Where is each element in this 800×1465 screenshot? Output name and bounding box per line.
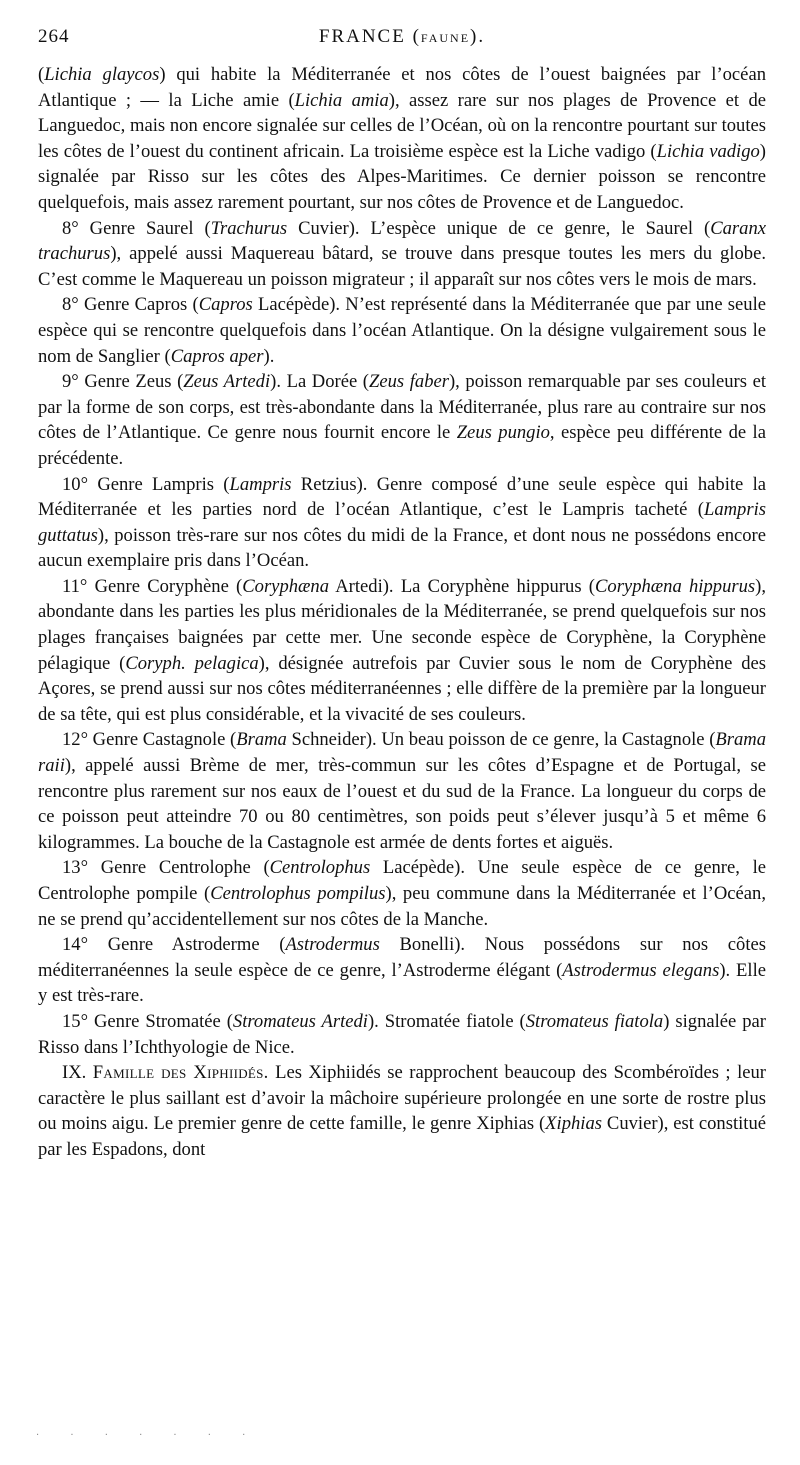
- page-number: 264: [38, 26, 70, 47]
- text-run: (: [38, 64, 45, 85]
- paragraph: [38, 369, 766, 471]
- text-run: ) signalée par Risso dans l’Ichthyologie de Nice.: [38, 1010, 766, 1058]
- text-run: 15° Genre Stromatée (: [62, 1010, 233, 1032]
- text-run: ). Stromatée fiatole (: [367, 1010, 526, 1032]
- text-run: , espèce peu différente de la précédente.: [38, 422, 766, 469]
- text-run: 13° Genre Centrolophe (: [62, 857, 270, 879]
- running-head-small: FAUNE: [420, 31, 471, 45]
- text-run: Lacépède). N’est représenté dans la Méditerranée que par une seule espèce qui se rencontre quelquefois dans l’océan Atlantique. On la désigne vulgairement sous le nom de Sanglier (: [38, 294, 767, 367]
- italic-taxon-name: Stromateus Artedi: [232, 1010, 368, 1032]
- italic-taxon-name: Capros: [198, 294, 253, 316]
- text-run: 10° Genre Lampris (: [62, 473, 230, 495]
- text-run: 14° Genre Astroderme (: [62, 934, 286, 956]
- section-heading: Famille des Xiphiidés.: [92, 1062, 269, 1084]
- italic-taxon-name: Trachurus: [210, 217, 288, 239]
- text-run: 12° Genre Castagnole (: [62, 729, 237, 751]
- italic-taxon-name: Coryphæna: [242, 575, 330, 597]
- italic-taxon-name: Centrolophus: [269, 857, 371, 879]
- text-run: ) signalée par Risso sur les côtes des Alpes-Maritimes. Ce dernier poisson se rencontre quelquefois, mais assez rarement pourtant, sur nos côtes de Provence et de Languedoc.: [38, 140, 766, 213]
- page-header: [38, 26, 766, 56]
- running-head-end: ).: [470, 26, 486, 47]
- text-run: Les Xiphiidés se rapprochent beaucoup des Scombéroïdes ; leur caractère le plus saillant est d’avoir la mâchoire supérieure prolongée en une sorte de rostre plus ou moins aigu. Le premier genre de cette famille, le genre Xiphias (: [38, 1062, 767, 1135]
- text-run: ), appelé aussi Brème de mer, très-commun sur les côtes d’Espagne et de Portugal, se rencontre plus rarement sur nos eaux de l’ouest et du sud de la France. La longueur du corps de ce poisson peut atteindre 70 ou 80 centimètres, son poids peut s’élever jusqu’à 5 et même 6 kilogrammes. La bouche de la Castagnole est armée de dents fortes et aiguës.: [38, 755, 766, 853]
- italic-taxon-name: Caranx trachurus: [38, 217, 766, 265]
- paragraph: [38, 292, 766, 369]
- paragraph: [38, 932, 766, 1009]
- text-run: Artedi). La Coryphène hippurus (: [329, 575, 595, 597]
- text-run: Bonelli). Nous possédons sur nos côtes méditerranéennes la seule espèce de ce genre, l’Astroderme élégant (: [38, 934, 766, 981]
- italic-taxon-name: Capros aper: [170, 345, 264, 367]
- italic-taxon-name: Zeus Artedi: [183, 371, 271, 393]
- text-run: ). Elle y est très-rare.: [38, 959, 766, 1007]
- italic-taxon-name: Zeus pungio: [456, 422, 550, 444]
- italic-taxon-name: Brama: [236, 729, 287, 751]
- text-run: ), appelé aussi Maquereau bâtard, se trouve dans presque toutes les mers du globe. C’est comme le Maquereau un poisson migrateur ; il apparaît sur nos côtes vers le mois de mars.: [38, 243, 766, 290]
- text-run: ), assez rare sur nos plages de Provence et de Languedoc, mais non encore signalée sur celles de l’Océan, où on la rencontre pourtant sur toutes les côtes de l’ouest du continent africain. La troisième espèce est la Liche vadigo (: [38, 89, 767, 162]
- paragraph: [38, 855, 766, 932]
- italic-taxon-name: Brama raii: [38, 729, 767, 777]
- paragraph: [38, 216, 766, 293]
- text-run: Schneider). Un beau poisson de ce genre, la Castagnole (: [286, 729, 716, 751]
- text-run: ) qui habite la Méditerranée et nos côtes de l’ouest baignées par l’océan Atlantique ; — la Liche amie (: [38, 64, 766, 111]
- text-run: Lacépède). Une seule espèce de ce genre, le Centrolophe pompile (: [38, 857, 766, 904]
- paragraph: [38, 574, 766, 728]
- text-run: ).: [263, 345, 275, 367]
- italic-taxon-name: Coryph. pelagica: [125, 652, 259, 674]
- running-head-main: FRANCE (: [318, 26, 421, 47]
- text-run: ), poisson très-rare sur nos côtes du midi de la France, et dont nous ne possédons encore aucun exemplaire pris dans l’Océan.: [38, 524, 766, 572]
- text-run: ), désignée autrefois par Cuvier sous le nom de Coryphène des Açores, se prend aussi sur nos côtes méditerranéennes ; elle diffère de la première par la longueur de sa tête, qui est plus considérable, et la vivacité de ses couleurs.: [38, 652, 767, 725]
- text-run: IX.: [62, 1062, 93, 1084]
- italic-taxon-name: Xiphias: [545, 1113, 602, 1135]
- italic-taxon-name: Zeus faber: [369, 371, 449, 393]
- italic-taxon-name: Astrodermus elegans: [562, 959, 720, 981]
- italic-taxon-name: Lichia vadigo: [656, 140, 760, 162]
- text-run: ). La Dorée (: [270, 371, 370, 393]
- paragraph: [38, 727, 766, 855]
- italic-taxon-name: Stromateus fiatola: [525, 1010, 664, 1032]
- scan-artifact-marks: · · · · · · ·: [36, 1430, 260, 1441]
- italic-taxon-name: Astrodermus: [285, 934, 380, 956]
- paragraph: [38, 472, 766, 574]
- italic-taxon-name: Coryphæna hippurus: [595, 575, 756, 597]
- italic-taxon-name: Lichia glaycos: [44, 64, 160, 85]
- paragraph: [38, 1060, 766, 1162]
- text-run: Cuvier). L’espèce unique de ce genre, le Saurel (: [287, 217, 711, 239]
- text-run: 9° Genre Zeus (: [62, 371, 184, 393]
- text-run: ), poisson remarquable par ses couleurs et par la forme de son corps, est très-abondante dans la Méditerranée, plus rare au contraire sur nos côtes de l’Atlantique. Ce genre nous fournit encore le: [38, 371, 767, 444]
- running-head: [38, 26, 766, 48]
- paragraph: [38, 62, 766, 216]
- text-run: 8° Genre Saurel (: [62, 217, 211, 239]
- italic-taxon-name: Lichia amia: [294, 89, 389, 111]
- text-run: 8° Genre Capros (: [62, 294, 199, 316]
- text-run: ), peu commune dans la Méditerranée et l’Océan, ne se prend qu’accidentellement sur nos côtes de la Manche.: [38, 883, 766, 930]
- body-text: [38, 62, 766, 1163]
- text-run: ), abondante dans les parties les plus méridionales de la Méditerranée, se prend quelquefois sur nos plages françaises baignées par cette mer. Une seconde espèce de Coryphène, la Coryphène pélagique (: [38, 575, 766, 674]
- text-run: Retzius). Genre composé d’une seule espèce qui habite la Méditerranée et les parties nord de l’océan Atlantique, c’est le Lampris tacheté (: [38, 473, 766, 521]
- italic-taxon-name: Centrolophus pompilus: [210, 883, 386, 904]
- text-run: 11° Genre Coryphène (: [62, 575, 243, 597]
- text-run: Cuvier), est constitué par les Espadons, dont: [38, 1113, 766, 1160]
- paragraph: [38, 1009, 766, 1060]
- italic-taxon-name: Lampris guttatus: [38, 499, 766, 546]
- italic-taxon-name: Lampris: [229, 473, 292, 495]
